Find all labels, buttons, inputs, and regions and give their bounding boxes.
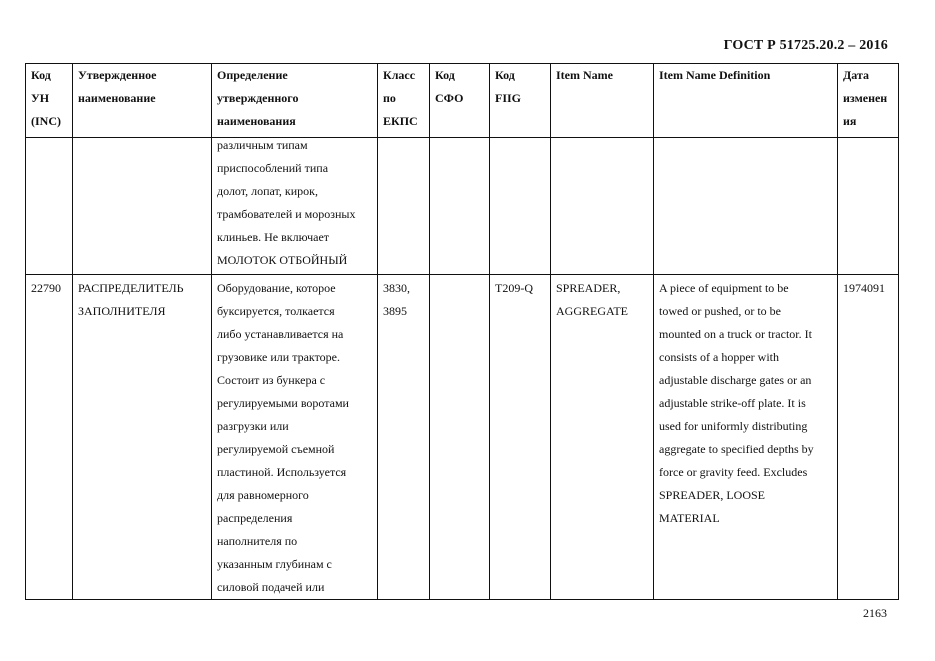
table-header-row — [26, 64, 899, 138]
header-item-definition: Item Name Definition — [654, 64, 838, 138]
cell-fiig — [490, 138, 551, 275]
classification-table — [25, 63, 899, 600]
header-definition: Определение утвержденного наименования — [212, 64, 378, 138]
header-sfo: Код СФО — [430, 64, 490, 138]
header-fiig: Код FIIG — [490, 64, 551, 138]
cell-change-date: 1974091 — [838, 275, 899, 600]
cell-sfo — [430, 138, 490, 275]
page-number: 2163 — [863, 606, 887, 620]
cell-definition: различным типам приспособлений типа долот, лопат, кирок, трамбователей и морозных клиньев. Не включает МОЛОТОК ОТБОЙНЫЙ — [212, 138, 378, 275]
cell-approved-name — [73, 138, 212, 275]
table-row — [26, 275, 899, 600]
header-class: Класс по ЕКПС — [378, 64, 430, 138]
header-change-date: Дата изменен ия — [838, 64, 899, 138]
table-row — [26, 138, 899, 275]
cell-sfo — [430, 275, 490, 600]
cell-fiig: T209-Q — [490, 275, 551, 600]
cell-approved-name: РАСПРЕДЕЛИТЕЛЬ ЗАПОЛНИТЕЛЯ — [73, 275, 212, 600]
cell-item-definition — [654, 138, 838, 275]
cell-class — [378, 138, 430, 275]
cell-item-name: SPREADER, AGGREGATE — [551, 275, 654, 600]
cell-inc — [26, 138, 73, 275]
cell-definition: Оборудование, которое буксируется, толкается либо устанавливается на грузовике или тракторе. Состоит из бункера с регулируемыми воротами разгрузки или регулируемой съемной пластиной. Используется для равномерного распределения наполнителя по указанным глубинам с силовой подачей или — [212, 275, 378, 600]
cell-item-definition: A piece of equipment to be towed or pushed, or to be mounted on a truck or tractor. It consists of a hopper with adjustable discharge gates or an adjustable strike-off plate. It is used for uniformly distributing aggregate to specified depths by force or gravity feed. Excludes SPREADER, LOOSE MATERIAL — [654, 275, 838, 600]
header-inc: Код УН (INC) — [26, 64, 73, 138]
document-title: ГОСТ Р 51725.20.2 – 2016 — [723, 38, 888, 53]
cell-change-date — [838, 138, 899, 275]
cell-item-name — [551, 138, 654, 275]
header-item-name: Item Name — [551, 64, 654, 138]
header-approved-name: Утвержденное наименование — [73, 64, 212, 138]
cell-inc: 22790 — [26, 275, 73, 600]
cell-class: 3830, 3895 — [378, 275, 430, 600]
